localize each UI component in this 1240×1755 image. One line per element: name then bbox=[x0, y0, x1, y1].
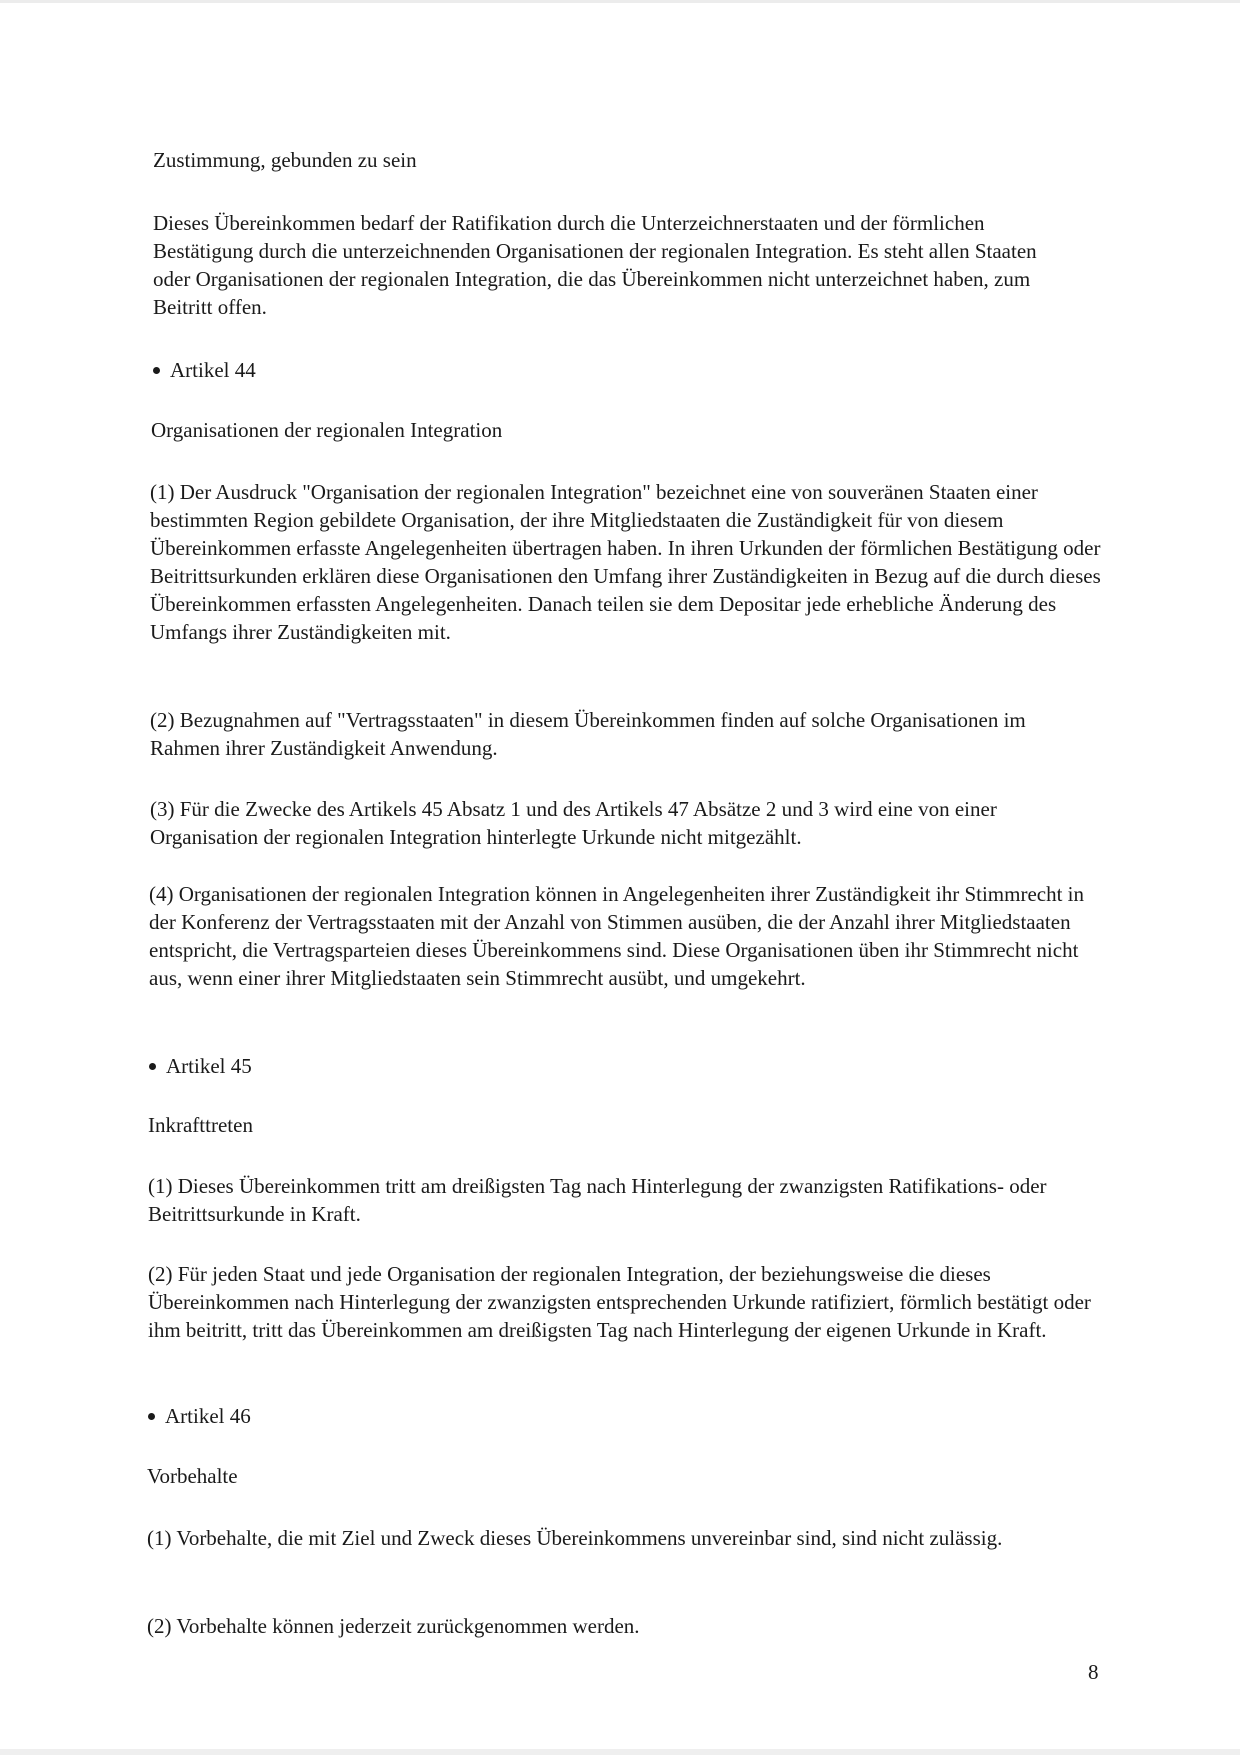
article-44-label: Artikel 44 bbox=[170, 358, 256, 382]
article-45-paragraph-1: (1) Dieses Übereinkommen tritt am dreißigsten Tag nach Hinterlegung der zwanzigsten Ratifikations- oder Beitrittsurkunde in Kraft. bbox=[148, 1174, 1047, 1226]
section-title-consent: Zustimmung, gebunden zu sein bbox=[153, 148, 417, 172]
article-44-paragraph-3: (3) Für die Zwecke des Artikels 45 Absatz 1 und des Artikels 47 Absätze 2 und 3 wird eine von einer Organisation der regionalen Integration hinterlegte Urkunde nicht mitgezählt. bbox=[150, 797, 997, 849]
article-46-label: Artikel 46 bbox=[165, 1404, 251, 1428]
article-44-paragraph-2: (2) Bezugnahmen auf "Vertragsstaaten" in diesem Übereinkommen finden auf solche Organisationen im Rahmen ihrer Zuständigkeit Anwendung. bbox=[150, 708, 1026, 760]
article-44-paragraph-1: (1) Der Ausdruck "Organisation der regionalen Integration" bezeichnet eine von souveränen Staaten einer bestimmten Region gebildete Organisation, der ihre Mitgliedstaaten die Zuständigkeit für von diesem Übereinkommen erfasste Angelegenheiten übertragen haben. In ihren Urkunden der förmlichen Bestätigung oder Beitrittsurkunden erklären diese Organisationen den Umfang ihrer Zuständigkeiten in Bezug auf die durch dieses Übereinkommen erfassten Angelegenheiten. Danach teilen sie dem Depositar jede erhebliche Änderung des Umfangs ihrer Zuständigkeiten mit. bbox=[150, 480, 1101, 644]
article-46-paragraph-1: (1) Vorbehalte, die mit Ziel und Zweck dieses Übereinkommens unvereinbar sind, sind nicht zulässig. bbox=[147, 1526, 1003, 1550]
page-top-edge bbox=[0, 0, 1240, 3]
article-46-title: Vorbehalte bbox=[147, 1464, 238, 1488]
article-44-heading bbox=[153, 356, 256, 384]
article-45-paragraph-2: (2) Für jeden Staat und jede Organisation der regionalen Integration, der beziehungsweise die dieses Übereinkommen nach Hinterlegung der zwanzigsten entsprechenden Urkunde ratifiziert, förmlich bestätigt oder ihm beitritt, tritt das Übereinkommen am dreißigsten Tag nach Hinterlegung der eigenen Urkunde in Kraft. bbox=[148, 1262, 1091, 1342]
article-46-paragraph-2: (2) Vorbehalte können jederzeit zurückgenommen werden. bbox=[147, 1614, 640, 1638]
article-46-heading bbox=[148, 1402, 251, 1430]
bullet-icon bbox=[153, 367, 160, 374]
article-45-title: Inkrafttreten bbox=[148, 1113, 253, 1137]
page-bottom-edge bbox=[0, 1749, 1240, 1755]
article-45-label: Artikel 45 bbox=[166, 1054, 252, 1078]
article-45-heading bbox=[149, 1052, 252, 1080]
article-44-title: Organisationen der regionalen Integration bbox=[151, 418, 503, 442]
paragraph-ratification: Dieses Übereinkommen bedarf der Ratifikation durch die Unterzeichnerstaaten und der förmlichen Bestätigung durch die unterzeichnenden Organisationen der regionalen Integration. Es steht allen Staaten oder Organisationen der regionalen Integration, die das Übereinkommen nicht unterzeichnet haben, zum Beitritt offen. bbox=[153, 211, 1037, 319]
article-44-paragraph-4: (4) Organisationen der regionalen Integration können in Angelegenheiten ihrer Zuständigkeit ihr Stimmrecht in der Konferenz der Vertragsstaaten mit der Anzahl von Stimmen ausüben, die der Anzahl ihrer Mitgliedstaaten entspricht, die Vertragsparteien dieses Übereinkommens sind. Diese Organisationen üben ihr Stimmrecht nicht aus, wenn einer ihrer Mitgliedstaaten sein Stimmrecht ausübt, und umgekehrt. bbox=[149, 882, 1085, 990]
bullet-icon bbox=[148, 1413, 155, 1420]
bullet-icon bbox=[149, 1063, 156, 1070]
page-number: 8 bbox=[1088, 1660, 1099, 1684]
